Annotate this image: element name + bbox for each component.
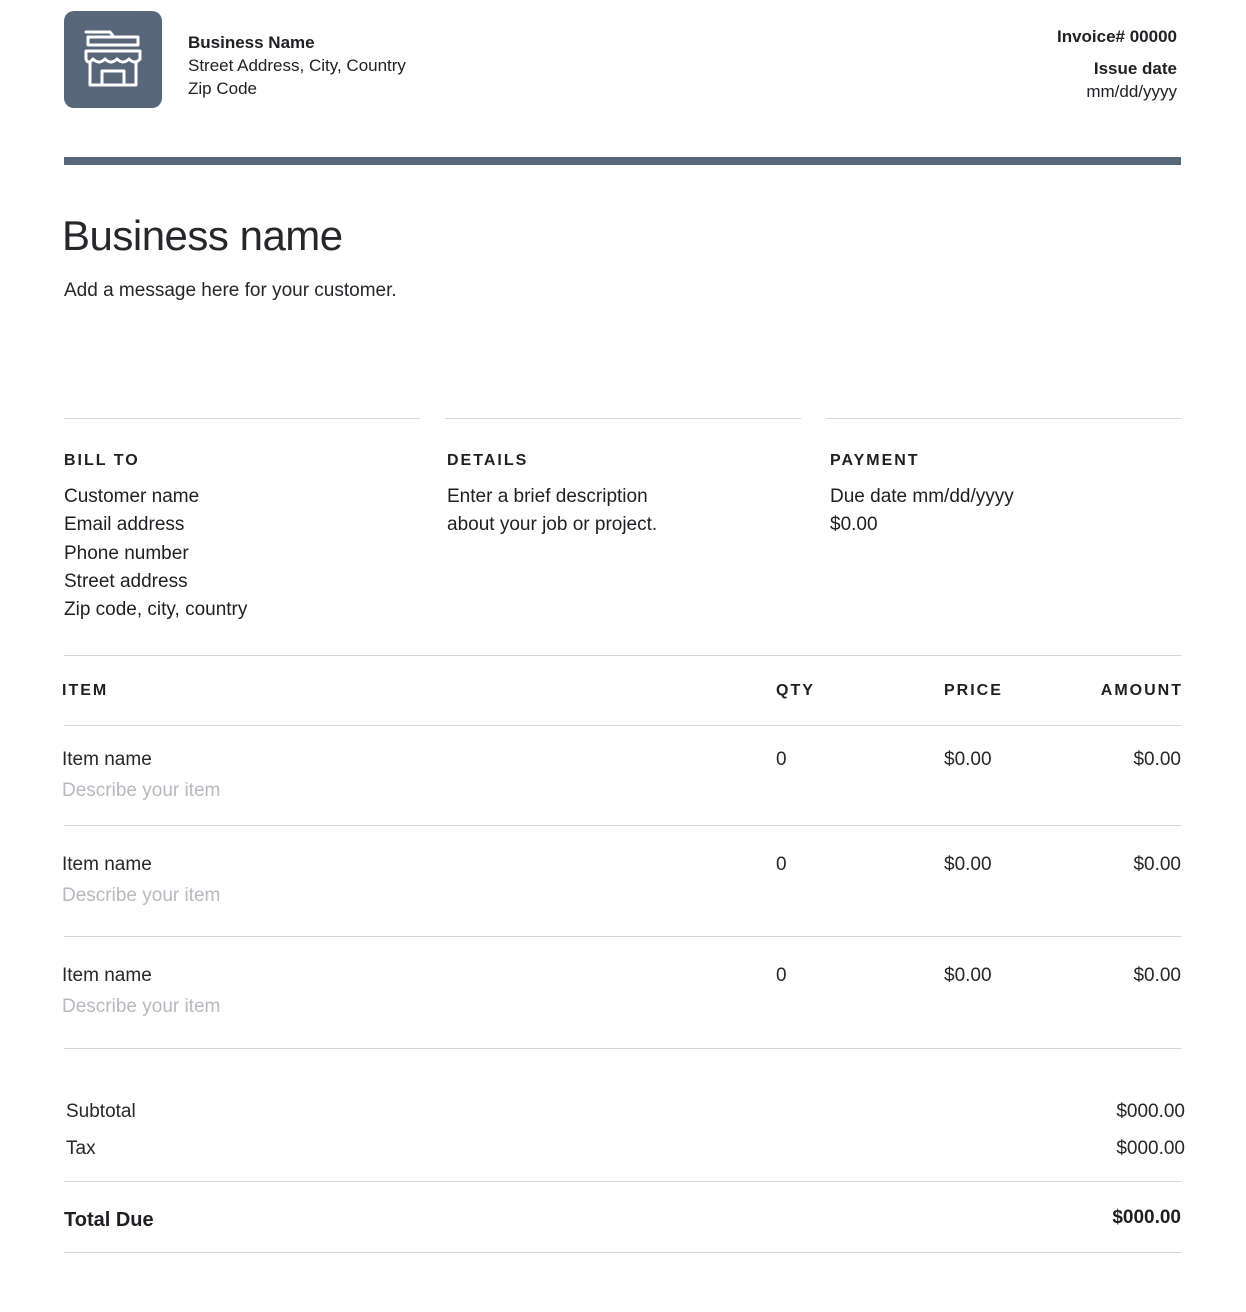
total-due-value: $000.00 xyxy=(1112,1207,1181,1228)
customer-name: Customer name xyxy=(64,486,200,507)
header-divider xyxy=(64,157,1181,165)
tax-label: Tax xyxy=(66,1138,96,1159)
business-name: Business Name xyxy=(188,33,315,52)
total-due-label: Total Due xyxy=(64,1209,154,1231)
item-name: Item name xyxy=(62,749,152,770)
item-price: $0.00 xyxy=(944,749,992,770)
item-price: $0.00 xyxy=(944,965,992,986)
invoice-meta xyxy=(1057,25,1177,103)
details-block xyxy=(447,483,657,540)
payment-amount: $0.00 xyxy=(830,514,878,536)
item-amount: $0.00 xyxy=(1133,965,1181,986)
customer-message: Add a message here for your customer. xyxy=(64,280,397,301)
customer-zip-city: Zip code, city, country xyxy=(64,599,248,621)
footer-divider xyxy=(64,1252,1181,1253)
bill-to-heading: BILL TO xyxy=(64,452,140,469)
table-row-divider xyxy=(64,936,1181,937)
item-description: Describe your item xyxy=(62,780,221,801)
business-info xyxy=(188,31,406,100)
column-header-item: ITEM xyxy=(62,682,109,699)
issue-date-value: mm/dd/yyyy xyxy=(1086,82,1177,101)
totals-divider xyxy=(64,1181,1181,1182)
table-top-divider xyxy=(64,655,1181,656)
customer-phone: Phone number xyxy=(64,542,189,564)
details-line: about your job or project. xyxy=(447,514,658,536)
payment-due-date: Due date mm/dd/yyyy xyxy=(830,486,1014,507)
item-qty: 0 xyxy=(776,749,787,770)
item-amount: $0.00 xyxy=(1133,749,1181,770)
item-price: $0.00 xyxy=(944,854,992,875)
bill-to-divider xyxy=(64,418,420,419)
subtotal-label: Subtotal xyxy=(66,1101,136,1122)
column-header-amount: AMOUNT xyxy=(1100,682,1183,699)
item-description: Describe your item xyxy=(62,885,221,906)
customer-email: Email address xyxy=(64,514,185,536)
payment-divider xyxy=(826,418,1181,419)
item-amount: $0.00 xyxy=(1133,854,1181,875)
business-zip: Zip Code xyxy=(188,79,257,98)
storefront-icon xyxy=(80,29,146,91)
details-heading: DETAILS xyxy=(447,452,529,469)
item-name: Item name xyxy=(62,965,152,986)
payment-heading: PAYMENT xyxy=(830,452,920,469)
column-header-qty: QTY xyxy=(776,682,815,699)
item-name: Item name xyxy=(62,854,152,875)
business-address: Street Address, City, Country xyxy=(188,56,406,75)
bill-to-block xyxy=(64,483,247,624)
invoice-number: Invoice# 00000 xyxy=(1056,27,1177,46)
table-header-divider xyxy=(64,725,1181,726)
item-qty: 0 xyxy=(776,854,787,875)
column-header-price: PRICE xyxy=(944,682,1003,699)
customer-street: Street address xyxy=(64,570,188,592)
business-logo xyxy=(64,11,162,108)
table-row-divider xyxy=(64,825,1181,826)
item-qty: 0 xyxy=(776,965,787,986)
tax-value: $000.00 xyxy=(1116,1138,1185,1159)
item-description: Describe your item xyxy=(62,996,221,1017)
payment-block xyxy=(830,483,1014,540)
details-line: Enter a brief description xyxy=(447,486,648,507)
issue-date-label: Issue date xyxy=(1093,59,1177,78)
document-title: Business name xyxy=(62,212,343,259)
subtotal-value: $000.00 xyxy=(1116,1101,1185,1122)
table-bottom-divider xyxy=(64,1048,1181,1049)
details-divider xyxy=(445,418,801,419)
